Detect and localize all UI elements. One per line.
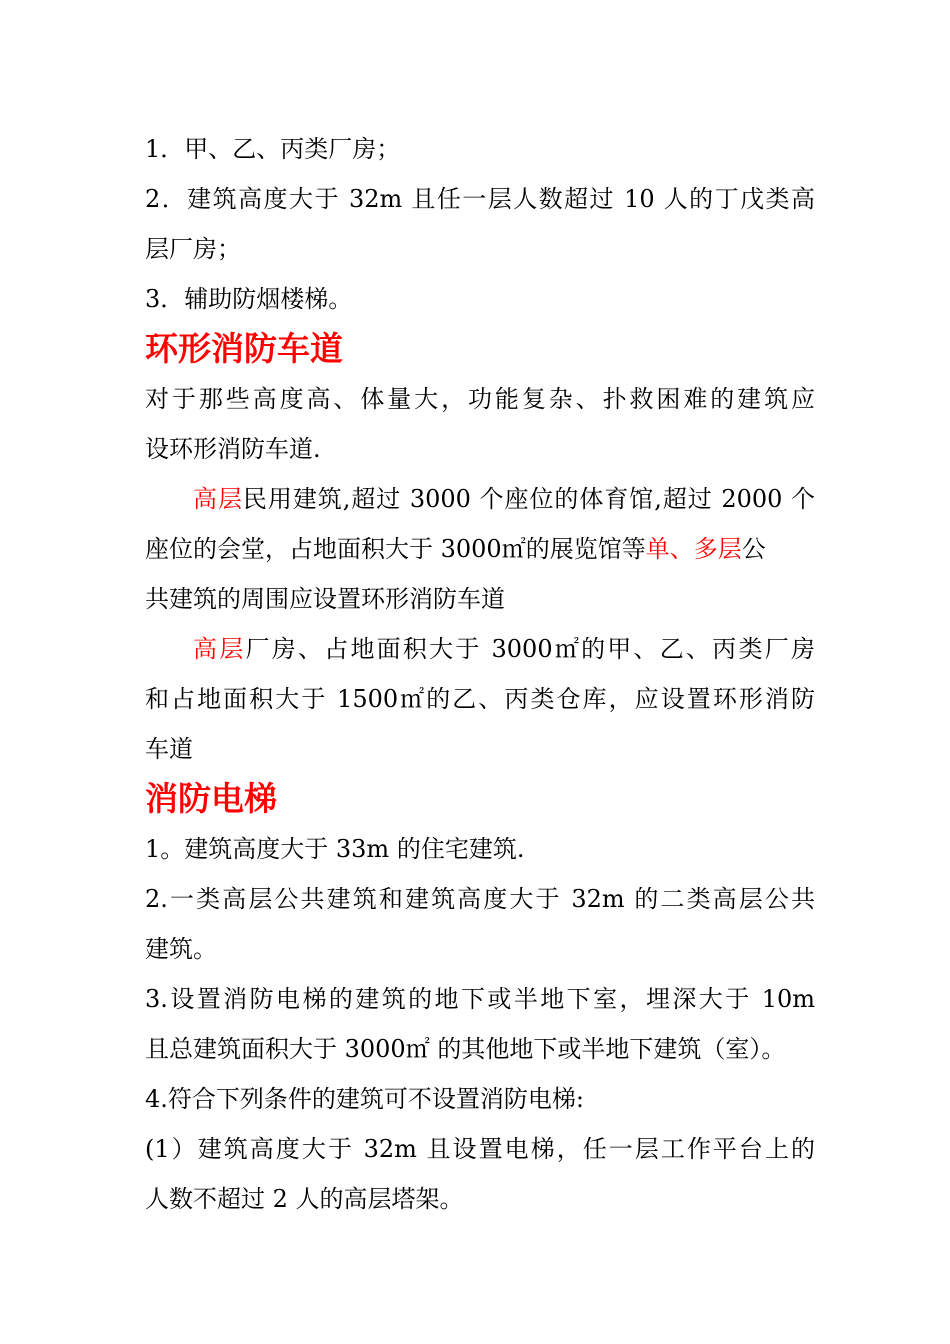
list-item: 1。建筑高度大于 33m 的住宅建筑. [145, 835, 525, 863]
paragraph-line: 座位的会堂，占地面积大于 3000㎡的展览馆等单、多层公 [145, 535, 766, 563]
paragraph-line: 设环形消防车道. [145, 435, 321, 463]
list-item: 4.符合下列条件的建筑可不设置消防电梯: [145, 1085, 584, 1113]
list-item: (1）建筑高度大于 32m 且设置电梯，任一层工作平台上的 [145, 1135, 815, 1163]
paragraph-line: 和占地面积大于 1500㎡的乙、丙类仓库，应设置环形消防 [145, 685, 815, 713]
paragraph-line: 高层民用建筑,超过 3000 个座位的体育馆,超过 2000 个 [193, 485, 815, 513]
emphasis-text: 高层 [193, 485, 243, 513]
paragraph-line: 对于那些高度高、体量大，功能复杂、扑救困难的建筑应 [145, 385, 815, 413]
list-item-continuation: 人数不超过 2 人的高层塔架。 [145, 1185, 464, 1213]
list-item-continuation: 层厂房； [145, 235, 241, 263]
list-item-continuation: 且总建筑面积大于 3000㎡ 的其他地下或半地下建筑（室）。 [145, 1035, 786, 1063]
list-item: 3．辅助防烟楼梯。 [145, 285, 353, 313]
emphasis-text: 高层 [193, 635, 246, 663]
list-item-continuation: 建筑。 [145, 935, 217, 963]
paragraph-line: 高层厂房、占地面积大于 3000㎡的甲、乙、丙类厂房 [193, 635, 815, 663]
list-item: 3.设置消防电梯的建筑的地下或半地下室，埋深大于 10m [145, 985, 815, 1013]
list-item: 2.一类高层公共建筑和建筑高度大于 32m 的二类高层公共 [145, 885, 815, 913]
list-item: 1．甲、乙、丙类厂房； [145, 135, 401, 163]
section-heading-ring-road: 环形消防车道 [145, 329, 343, 368]
section-heading-fire-elevator: 消防电梯 [145, 779, 277, 818]
list-item: 2．建筑高度大于 32m 且任一层人数超过 10 人的丁戊类高 [145, 185, 815, 213]
paragraph-line: 共建筑的周围应设置环形消防车道 [145, 585, 505, 613]
paragraph-line: 车道 [145, 735, 193, 763]
emphasis-text: 单、多层 [645, 535, 742, 563]
